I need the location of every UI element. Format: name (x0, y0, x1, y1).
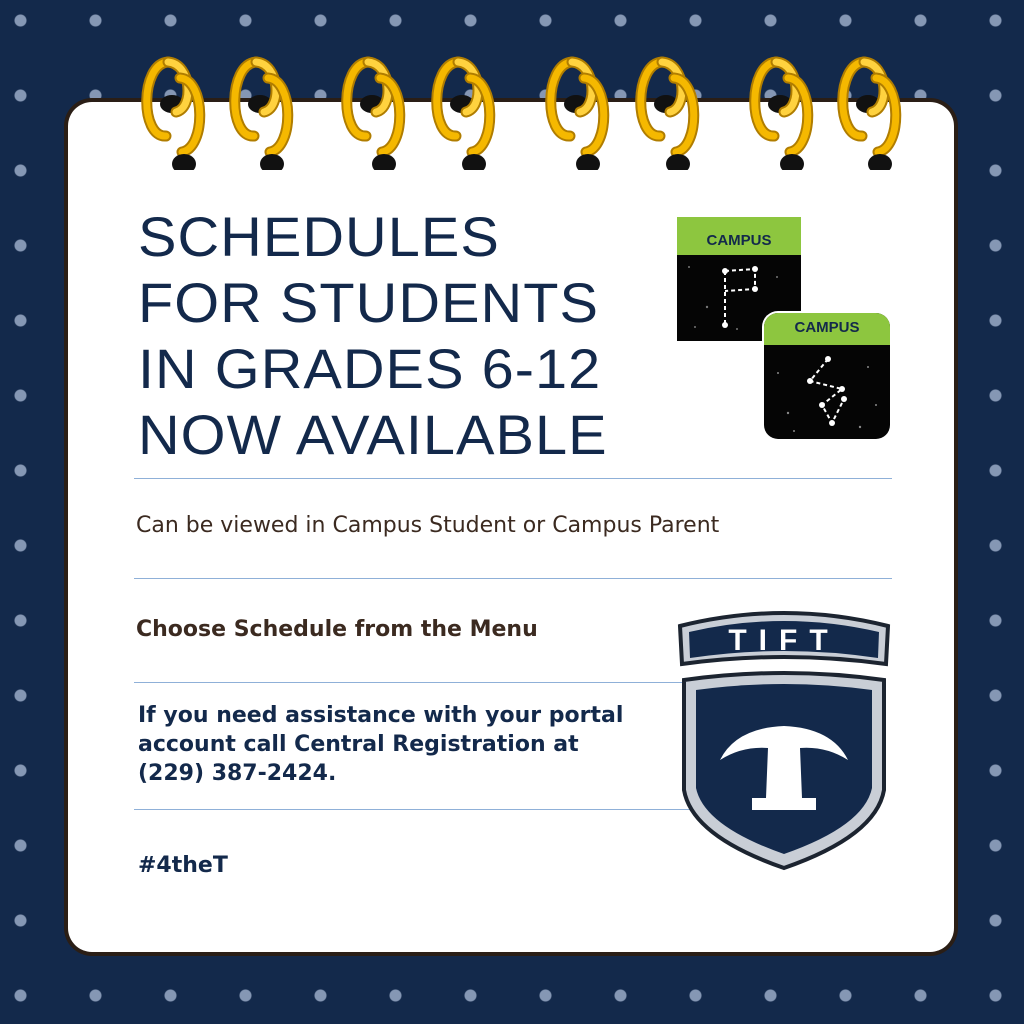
viewed-in-text: Can be viewed in Campus Student or Campus Parent (136, 513, 720, 538)
tift-text: TIFT (728, 624, 840, 657)
divider-1 (134, 478, 892, 479)
headline-line-3: IN GRADES 6-12 (138, 337, 602, 400)
divider-2 (134, 578, 892, 579)
headline-line-2: FOR STUDENTS (138, 271, 599, 334)
headline-line-4: NOW AVAILABLE (138, 403, 608, 466)
divider-4 (134, 809, 694, 810)
assistance-line-3: (229) 387-2424. (138, 761, 337, 786)
headline (138, 204, 608, 468)
divider-3 (134, 682, 694, 683)
assistance-line-2: account call Central Registration at (138, 732, 579, 757)
tift-shield-logo (676, 610, 892, 872)
assistance-line-1: If you need assistance with your portal (138, 703, 624, 728)
campus-student-label: CAMPUS (764, 313, 890, 345)
headline-line-1: SCHEDULES (138, 205, 500, 268)
campus-parent-label: CAMPUS (677, 217, 801, 255)
hashtag: #4theT (138, 853, 228, 878)
constellation-s-icon (764, 313, 890, 439)
campus-student-app-icon (764, 313, 890, 439)
choose-schedule-text: Choose Schedule from the Menu (136, 617, 538, 642)
assistance-text (138, 701, 698, 788)
